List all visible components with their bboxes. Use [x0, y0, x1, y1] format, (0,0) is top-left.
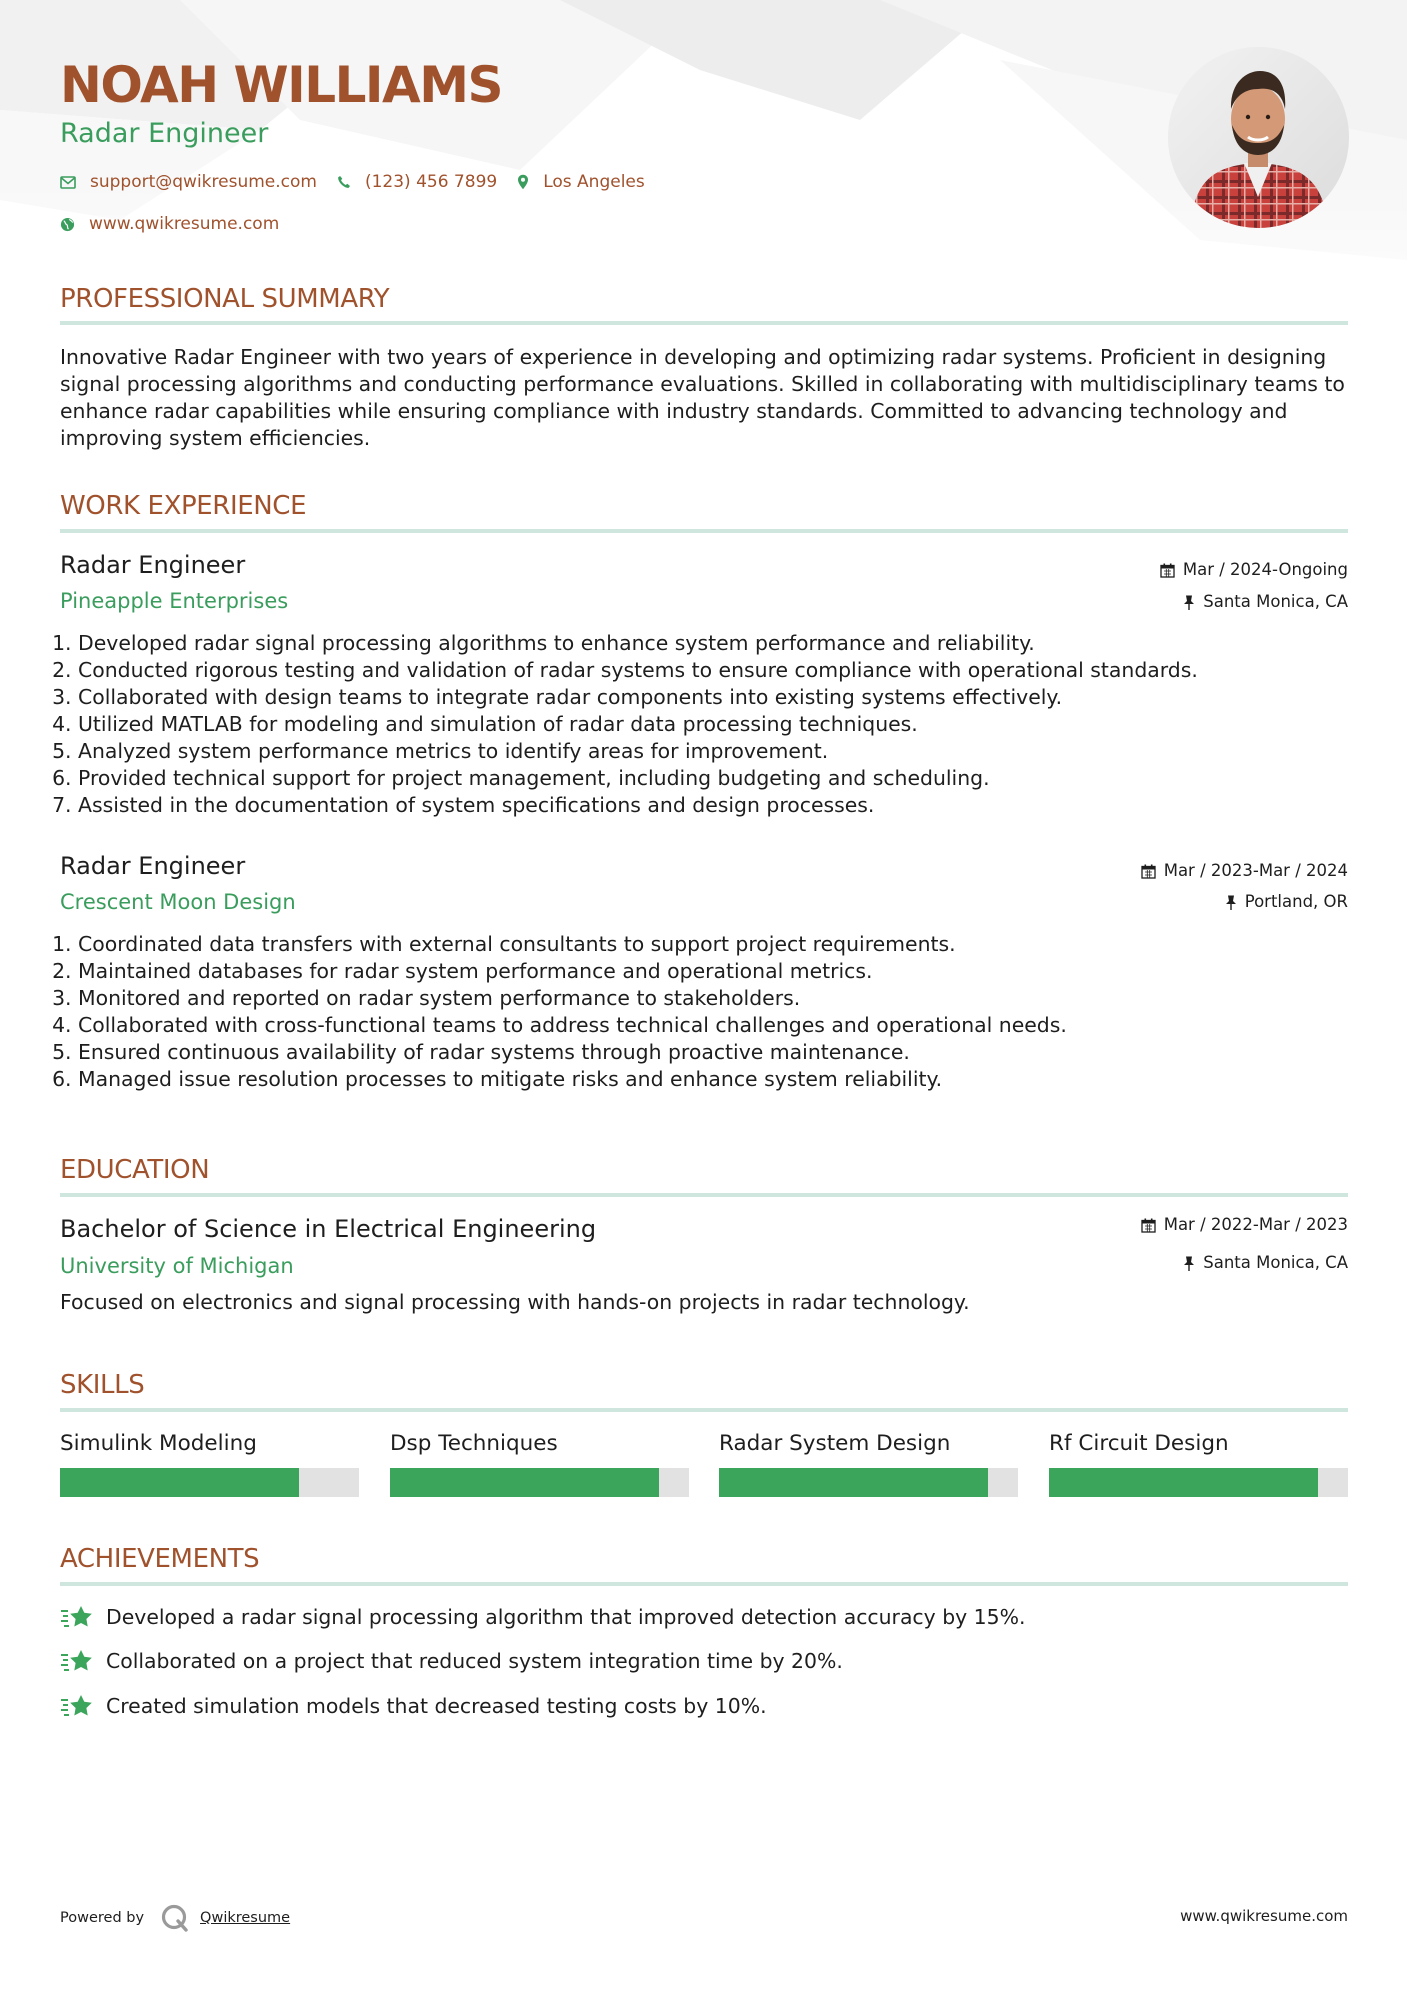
footer-website[interactable]: www.qwikresume.com [1180, 1907, 1348, 1925]
job-dates [1141, 863, 1348, 880]
qwikresume-link[interactable]: Qwikresume [200, 1910, 291, 1926]
pushpin-icon [1183, 595, 1195, 610]
calendar-icon [1160, 563, 1175, 578]
skill-name: Rf Circuit Design [1049, 1431, 1229, 1456]
skill-bar-track [60, 1468, 359, 1497]
section-divider [60, 529, 1348, 533]
website-link[interactable]: www.qwikresume.com [89, 214, 280, 234]
section-divider [60, 1582, 1348, 1586]
list-item: 5. Analyzed system performance metrics to identify areas for improvement. [78, 738, 1368, 765]
skill-bar-fill [390, 1468, 659, 1497]
list-item: 3. Monitored and reported on radar system performance to stakeholders. [78, 985, 1368, 1012]
experience-heading: WORK EXPERIENCE [60, 491, 307, 521]
job-location-text: Santa Monica, CA [1203, 592, 1348, 611]
website-row [60, 214, 279, 234]
education-dates-text: Mar / 2022-Mar / 2023 [1163, 1215, 1348, 1234]
phone-icon [337, 175, 351, 189]
job-dates-text: Mar / 2023-Mar / 2024 [1163, 861, 1348, 880]
achievement-item [60, 1604, 1026, 1630]
job-title: Radar Engineer [60, 852, 246, 880]
skill-name: Radar System Design [719, 1431, 951, 1456]
powered-by-label: Powered by [60, 1910, 145, 1926]
skill-bar-fill [1049, 1468, 1318, 1497]
company-name: Pineapple Enterprises [60, 589, 289, 613]
skill-name: Dsp Techniques [390, 1431, 558, 1456]
achievement-text: Developed a radar signal processing algorithm that improved detection accuracy by 15%. [106, 1605, 1026, 1629]
achievement-text: Collaborated on a project that reduced system integration time by 20%. [106, 1649, 843, 1673]
summary-text: Innovative Radar Engineer with two years of experience in developing and optimizing radar systems. Proficient in designing signal processing algorithms and conducting performance evaluations. Skilled in collaborating with multidisciplinary teams to enhance radar capabilities while ensuring compliance with industry standards. Committed to advancing technology and improving system efficiencies. [60, 345, 1345, 450]
job-duties-list [60, 931, 1368, 1093]
star-award-icon [60, 1648, 94, 1674]
skill-name: Simulink Modeling [60, 1431, 257, 1456]
section-divider [60, 1408, 1348, 1412]
achievement-item [60, 1648, 843, 1674]
qwikresume-logo-icon [160, 1903, 190, 1933]
skill-bar-fill [60, 1468, 299, 1497]
achievement-text: Created simulation models that decreased testing costs by 10%. [106, 1694, 767, 1718]
list-item: 6. Managed issue resolution processes to mitigate risks and enhance system reliability. [78, 1066, 1368, 1093]
footer-powered-by [60, 1903, 290, 1933]
candidate-name: NOAH WILLIAMS [60, 56, 502, 114]
job-location-text: Portland, OR [1244, 892, 1348, 911]
section-divider [60, 321, 1348, 325]
skill-bar-track [1049, 1468, 1348, 1497]
skill-bar-track [390, 1468, 689, 1497]
achievement-item [60, 1693, 767, 1719]
star-award-icon [60, 1693, 94, 1719]
pushpin-icon [1225, 895, 1237, 910]
contact-row [60, 172, 645, 192]
profile-photo [1168, 47, 1349, 228]
company-name: Crescent Moon Design [60, 890, 296, 914]
list-item: 4. Collaborated with cross-functional teams to address technical challenges and operational needs. [78, 1012, 1368, 1039]
list-item: 2. Conducted rigorous testing and validation of radar systems to ensure compliance with operational standards. [78, 657, 1368, 684]
location-text: Los Angeles [543, 172, 645, 192]
calendar-icon [1141, 864, 1156, 879]
skills-heading: SKILLS [60, 1370, 145, 1400]
list-item: 1. Coordinated data transfers with external consultants to support project requirements. [78, 931, 1368, 958]
summary-heading: PROFESSIONAL SUMMARY [60, 284, 390, 314]
avatar-illustration [1168, 47, 1349, 228]
school-name: University of Michigan [60, 1254, 294, 1278]
star-award-icon [60, 1604, 94, 1630]
section-divider [60, 1193, 1348, 1197]
education-location-text: Santa Monica, CA [1203, 1253, 1348, 1272]
education-heading: EDUCATION [60, 1155, 210, 1185]
list-item: 5. Ensured continuous availability of radar systems through proactive maintenance. [78, 1039, 1368, 1066]
job-location [1183, 594, 1348, 611]
job-dates-text: Mar / 2024-Ongoing [1182, 560, 1348, 579]
list-item: 2. Maintained databases for radar system performance and operational metrics. [78, 958, 1368, 985]
job-location [1225, 894, 1348, 911]
email-link[interactable]: support@qwikresume.com [90, 172, 317, 192]
location-pin-icon [517, 174, 529, 190]
pushpin-icon [1183, 1256, 1195, 1271]
list-item: 3. Collaborated with design teams to integrate radar components into existing systems effectively. [78, 684, 1368, 711]
mail-icon [60, 176, 76, 189]
degree-title: Bachelor of Science in Electrical Engineering [60, 1215, 597, 1243]
calendar-icon [1141, 1218, 1156, 1233]
job-duties-list [60, 630, 1368, 819]
achievements-heading: ACHIEVEMENTS [60, 1544, 260, 1574]
education-description: Focused on electronics and signal processing with hands-on projects in radar technology. [60, 1290, 970, 1314]
list-item: 7. Assisted in the documentation of system specifications and design processes. [78, 792, 1368, 819]
phone-number[interactable]: (123) 456 7899 [364, 172, 498, 192]
job-dates [1160, 562, 1348, 579]
education-dates [1141, 1217, 1348, 1234]
candidate-title: Radar Engineer [60, 118, 269, 149]
education-location [1183, 1255, 1348, 1272]
globe-icon [60, 217, 75, 232]
skill-bar-track [719, 1468, 1018, 1497]
list-item: 4. Utilized MATLAB for modeling and simulation of radar data processing techniques. [78, 711, 1368, 738]
skill-bar-fill [719, 1468, 988, 1497]
list-item: 1. Developed radar signal processing algorithms to enhance system performance and reliability. [78, 630, 1368, 657]
job-title: Radar Engineer [60, 551, 246, 579]
list-item: 6. Provided technical support for project management, including budgeting and scheduling. [78, 765, 1368, 792]
